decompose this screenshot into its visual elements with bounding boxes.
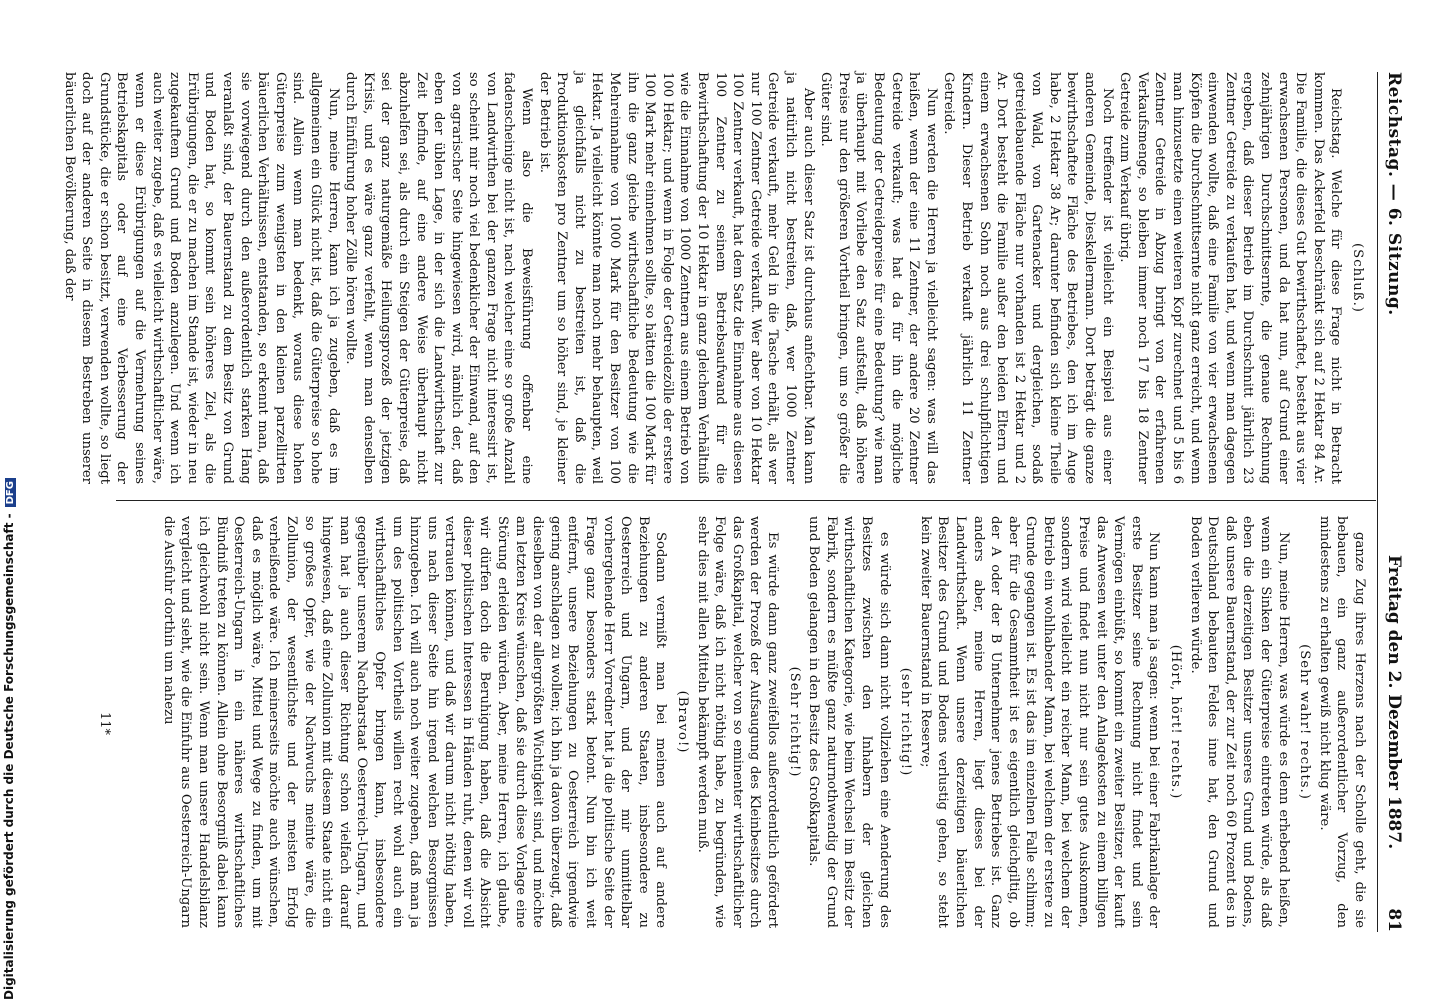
paragraph: Nun, meine Herren, was würde es denn erhebend heißen, wenn ein Sinken der Güterpreise eintreten würde, als daß eben die derzeitigen Besitzer unseres Grund und Bodens, daß unsere Bauernstand, der zur Zeit noch 60 Prozent des in Deutschland bebauten Feldes inne hat, den Grund und Boden verlieren würde. [1187, 516, 1291, 928]
header-date-and-page [1384, 555, 1404, 932]
paragraph: Aber auch dieser Satz ist durchaus anfechtbar. Man kann ja natürlich nicht bestreiten, daß, wer 1000 Zentner Getreide verkauft, mehr Geld in die Tasche erhält, als wer nur 100 Zentner Getreide verkauft. Wer aber von 10 Hektar 100 Zentner verkauft, hat dem Satz die Einnahme aus diesen 100 Zentner zu seinem Betriebsaufwand für die Bewirthschaftung der 10 Hektar in ganz gleichem Verhältniß wie die Einnahme von 1000 Zentnern aus einem Betrieb von 100 Hektar; und wenn in Folge der Getreidezölle der erstere 100 Mark mehr einnehmen sollte, so hätten die 100 Mark für ihn die ganz gleiche wirthschaftliche Bedeutung wie die Mehreinnahme von 1000 Mark für den Besitzer von 100 Hektar. Ja vielleicht könnte man noch mehr behaupten, weil ja gleichfalls nicht zu bestreiten ist, daß die Produktionskosten pro Zentner um so höher sind, je kleiner der Betrieb ist. [536, 72, 816, 484]
paragraph: (Hört, hört! rechts.) [1168, 644, 1184, 800]
page-body [61, 72, 1412, 932]
paragraph: Reichstag. Welche für diese Frage nicht in Betracht kommen. Das Ackerfeld beschränkt sich auf 2 Hektar 84 Ar. Die Familie, die dieses Gut bewirthschaftet, besteht aus vier erwachsenen Personen, und da hat nun, auf Grund einer zehnjährigen Durchschnittsernte, die genaue Rechnung ergeben, daß dieser Betrieb im Durchschnitt jährlich 23 Zentner Getreide zu verkaufen hat, und wenn man dagegen einwenden wollte, daß eine Familie von vier erwachsenen Köpfen die Durchschnittsernte nicht ganz erreicht, und wenn man hinzusetzte einen weiteren Kopf zurechnet und 5 bis 6 Zentner Getreide in Abzug bringt von der erfahrenen Verkaufsmenge, so bleiben immer noch 17 bis 18 Zentner Getreide zum Verkauf übrig. [1117, 72, 1344, 484]
digitization-credit [2, 0, 22, 1000]
paragraph: Noch treffender ist vielleicht ein Beispiel aus einer anderen Gemeinde, Dieskellermann. Dort beträgt die ganze bewirthschaftete Fläche des Betriebes, den ich im Auge habe, 2 Hektar 38 Ar; darunter befinden sich kleine Theile von Wald, von Gartenacker und dergleichen, sodaß getreidebauende Fläche nur vorhanden ist 2 Hektar und 2 Ar. Dort besteht die Familie außer den beiden Eltern und einem erwachsenen Sohn noch aus drei schulpflichtigen Kindern. Dieser Betrieb verkauft jährlich 11 Zentner Getreide. [941, 72, 1115, 484]
column-divider [116, 500, 1376, 501]
running-header [1377, 72, 1412, 932]
page-number: 81 [1384, 908, 1404, 932]
header-date: Freitag den 2. Dezember 1887. [1384, 554, 1404, 850]
header-session-title: Reichstag. — 6. Sitzung. [1384, 72, 1404, 316]
paragraph: (Sehr wahr! rechts.) [1297, 644, 1313, 800]
paragraph: es würde sich dann nicht vollziehen eine Aenderung des Besitzes zwischen den Inhabern der gleichen wirthschaftlichen Kategorie, wie beim Wechsel im Besitz der Fabrik, sondern es müßte ganz naturnothwendig der Grund und Boden gelangen in den Besitz des Großkapitals. [806, 516, 892, 928]
paragraph: (sehr richtig!) [898, 667, 914, 777]
paragraph: (Sehr richtig!) [786, 666, 802, 778]
paragraph: ganze Zug ihres Herzens nach der Scholle geht, die sie bebauen, ein ganz außerordentlicher Vorzug, den mindestens zu erhalten gewiß nicht klug wäre. [1316, 516, 1367, 928]
paragraph: Wenn also die Beweisführung offenbar eine fadenscheinige nicht ist, nach welcher eine so große Anzahl von Landwirthen bei der ganzen Frage nicht interessirt ist, so scheint mir noch viel bedenklicher der Einwand, auf den von agrarischer Seite hingewiesen wird, nämlich der, daß eben der üblen Lage, in der sich die Landwirthschaft zur Zeit befinde, auf eine andere Weise überhaupt nicht abzuhelfen sei, als durch ein Steigen der Güterpreise, daß sei der ganz naturgemäße Heilungsprozeß der jetzigen Krisis, und es wäre ganz verfehlt, wenn man denselben durch Einführung hoher Zölle hören wollte. [343, 72, 535, 484]
paragraph: Nun werden die Herren ja vielleicht sagen: was will das heißen, wenn der eine 11 Zentner, der andere 20 Zentner Getreide verkauft; was hat da für ihn die mögliche Bedeutung der Getreidepreise für eine Bedeutung? wie man ja überhaupt mit Vorliebe den Satz aufstellt, daß höhere Preise nur den größeren Vortheil bringen, um so größer die Güter sind. [818, 72, 939, 484]
signature-mark: 11* [97, 712, 112, 736]
dfg-logo: DFG [5, 478, 16, 507]
paragraph: Nun kann man ja sagen: wenn bei einer Fabrikanlage der erste Besitzer seine Rechnung nicht findet und sein Vermögen einbüßt, so kommt ein zweiter Besitzer, der kauft das Anwesen weit unter den Anlagekosten zu einem billigen Preise und findet nun nicht nur sein gutes Auskommen, sondern wird vielleicht ein reicher Mann, bei welchem der Betrieb ein wohlhabender Mann, bei welchem der erstere zu Grunde gegangen ist. Es ist das im einzelnen Falle schlimm; aber für die Gesammtheit ist es eigentlich gleichgiltig, ob der A oder der B Unternehmer jenes Betriebes ist. Ganz anders aber, meine Herren, liegt dieses bei der Landwirthschaft. Wenn unsere derzeitigen bäuerlichen Besitzer des Grund und Bodens verlustig gehen, so steht kein zweiter Bauernstand in Reserve; [917, 516, 1162, 928]
paragraph: Es würde dann ganz zweifellos außerordentlich gefördert werden der Prozeß der Aufsaugung des Kleinbesitzes durch das Großkapital, welcher von so eminenter wirthschaftlicher Folge wäre, daß ich nicht nöthig habe, zu begründen, wie sehr dies mit allen Mitteln bekämpft werden muß. [694, 516, 780, 928]
paragraph: Sodann vermißt man bei meinen auch auf andere Beziehungen zu anderen Staaten, insbesondere zu Oesterreich und Ungarn, und der mir unmittelbar vorhergehende Herr Vorredner hat ja die politische Seite der Frage ganz besonders stark betont. Nun bin ich weit entfernt, unsere Beziehungen zu Oesterreich irgendwie gering anschlagen zu wollen; ich bin ja davon überzeugt, daß dieselben von der allergrößten Wichtigkeit sind, und möchte am letzten Kreis wünschen, daß sie durch diese Vorlage eine Störung erleiden würden. Aber, meine Herren, ich glaube, wir dürfen doch die Beruhigung haben, daß die Absicht dieser politischen Interessen in Händen ruht, denen wir voll vertrauen können, und daß wir darum nicht nöthig haben, uns nach dieser Seite hin irgend welchen Besorgnissen hinzugeben. Ich will auch noch weiter zugeben, daß man ja um des politischen Vortheils willen recht wohl auch ein wirthschaftliches Opfer bringen kann, insbesondere gegenüber unserem Nachbarstaat Oesterreich-Ungarn, und man hat ja auch dieser Richtung schon vielfach darauf hingewiesen, daß eine Zollunion mit diesem Staate nicht ein so großes Opfer, wie der Nachwuchs meinte wäre, die Zollunion, der wesentlichste und der meisten Erfolg verheißende wäre. Ich meinerseits möchte auch wünschen, daß es möglich wäre, Mittel und Wege zu finden, um mit Oesterreich-Ungarn in ein näheres wirthschaftliches Bündniß treten zu können. Allein ohne Besorgniß dabei kann ich gleichwohl nicht sein. Wenn man unsere Handelsbilanz vergleicht und sieht, wie die Einfuhr aus Oesterreich-Ungarn die Ausfuhr dorthin um nahezu [160, 516, 669, 928]
text-column-left [61, 72, 1368, 484]
credit-text: Digitalisierung gefördert durch die Deutsche Forschungsgemeinschaft - [2, 513, 16, 1000]
paragraph: (Schluß.) [1350, 243, 1365, 313]
paragraph: Nun, meine Herren, kann ich ja zugeben, daß es im allgemeinen ein Glück nicht ist, daß die Güterpreise so hohe sind. Allein wenn man bedenkt, woraus diese hohen Güterpreise zum wenigsten in den kleinen parzellirten bäuerlichen Verhältnissen, entstanden, so erkennt man, daß sie vorwiegend durch den außerordentlich starken Hang veranlaßt sind, der Bauernstand zu dem Besitz von Grund und Boden hat, so kommt sein höheres Ziel, als die Erübrigungen, die er zu machen im Stande ist, wieder in neu zugekauftem Grund und Boden anzulegen. Und wenn ich auch weiter zugebe, daß es vielleicht wirthschaftlicher wäre, wenn er diese Erübrigungen auf die Vermehrung seines Betriebskapitals oder auf eine Verbesserung der Grundstücke, die er schon besitzt, verwenden wollte, so liegt doch auf der anderen Seite in diesem Bestreben unserer bäuerlichen Bevölkerung, daß der [61, 72, 341, 484]
paragraph: (Bravo!) [675, 690, 691, 754]
text-column-right [118, 516, 1368, 928]
